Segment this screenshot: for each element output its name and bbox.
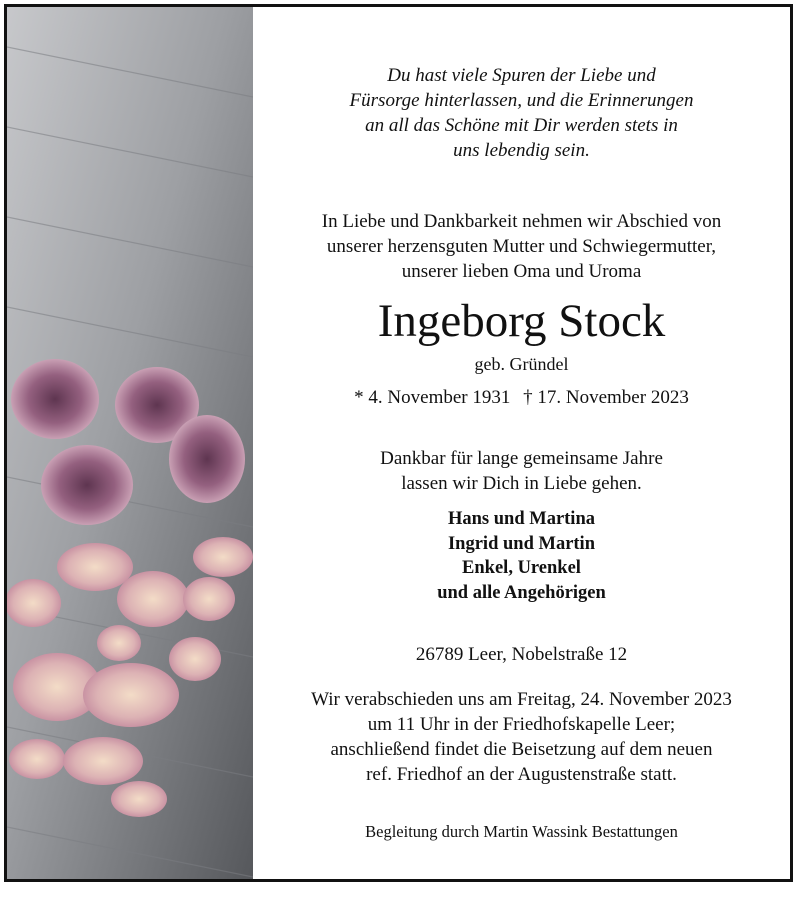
- mourners-list: [253, 507, 790, 605]
- funeral-home-credit: Begleitung durch Martin Wassink Bestattungen: [365, 822, 678, 841]
- deceased-name: Ingeborg Stock: [377, 295, 666, 347]
- death-date: † 17. November 2023: [523, 387, 689, 408]
- intro-line: unserer herzensguten Mutter und Schwiegermutter,: [326, 236, 717, 257]
- birth-date: * 4. November 1931: [354, 387, 511, 408]
- service-line: um 11 Uhr in der Friedhofskapelle Leer;: [367, 714, 676, 735]
- obituary-frame: [4, 4, 793, 882]
- birth-name: geb. Gründel: [474, 354, 569, 374]
- intro-text: [253, 209, 790, 284]
- funeral-service-info: [253, 687, 790, 787]
- intro-line: In Liebe und Dankbarkeit nehmen wir Abschied von: [321, 211, 722, 232]
- obituary-text: [253, 7, 790, 879]
- mourner-name: Ingrid und Martin: [447, 533, 595, 554]
- thanks-line: lassen wir Dich in Liebe gehen.: [401, 473, 642, 494]
- motto-line: Du hast viele Spuren der Liebe und: [387, 65, 656, 86]
- mourner-address: 26789 Leer, Nobelstraße 12: [415, 644, 628, 665]
- mourner-name: Enkel, Urenkel: [462, 558, 581, 578]
- motto-quote: [253, 63, 790, 163]
- motto-line: an all das Schöne mit Dir werden stets in: [365, 115, 678, 136]
- thanks-line: Dankbar für lange gemeinsame Jahre: [380, 448, 663, 469]
- service-line: ref. Friedhof an der Augustenstraße statt.: [366, 764, 677, 785]
- intro-line: unserer lieben Oma und Uroma: [401, 261, 642, 282]
- dried-roses-photo: [7, 7, 253, 879]
- life-dates: [253, 385, 790, 411]
- roses-illustration: [7, 7, 253, 879]
- service-line: Wir verabschieden uns am Freitag, 24. November 2023: [311, 689, 732, 710]
- motto-line: Fürsorge hinterlassen, und die Erinnerungen: [349, 90, 694, 111]
- mourner-name: Hans und Martina: [447, 509, 595, 529]
- service-line: anschließend findet die Beisetzung auf dem neuen: [330, 739, 713, 760]
- motto-line: uns lebendig sein.: [453, 140, 590, 161]
- mourner-name: und alle Angehörigen: [437, 582, 606, 603]
- thanks-text: [253, 446, 790, 496]
